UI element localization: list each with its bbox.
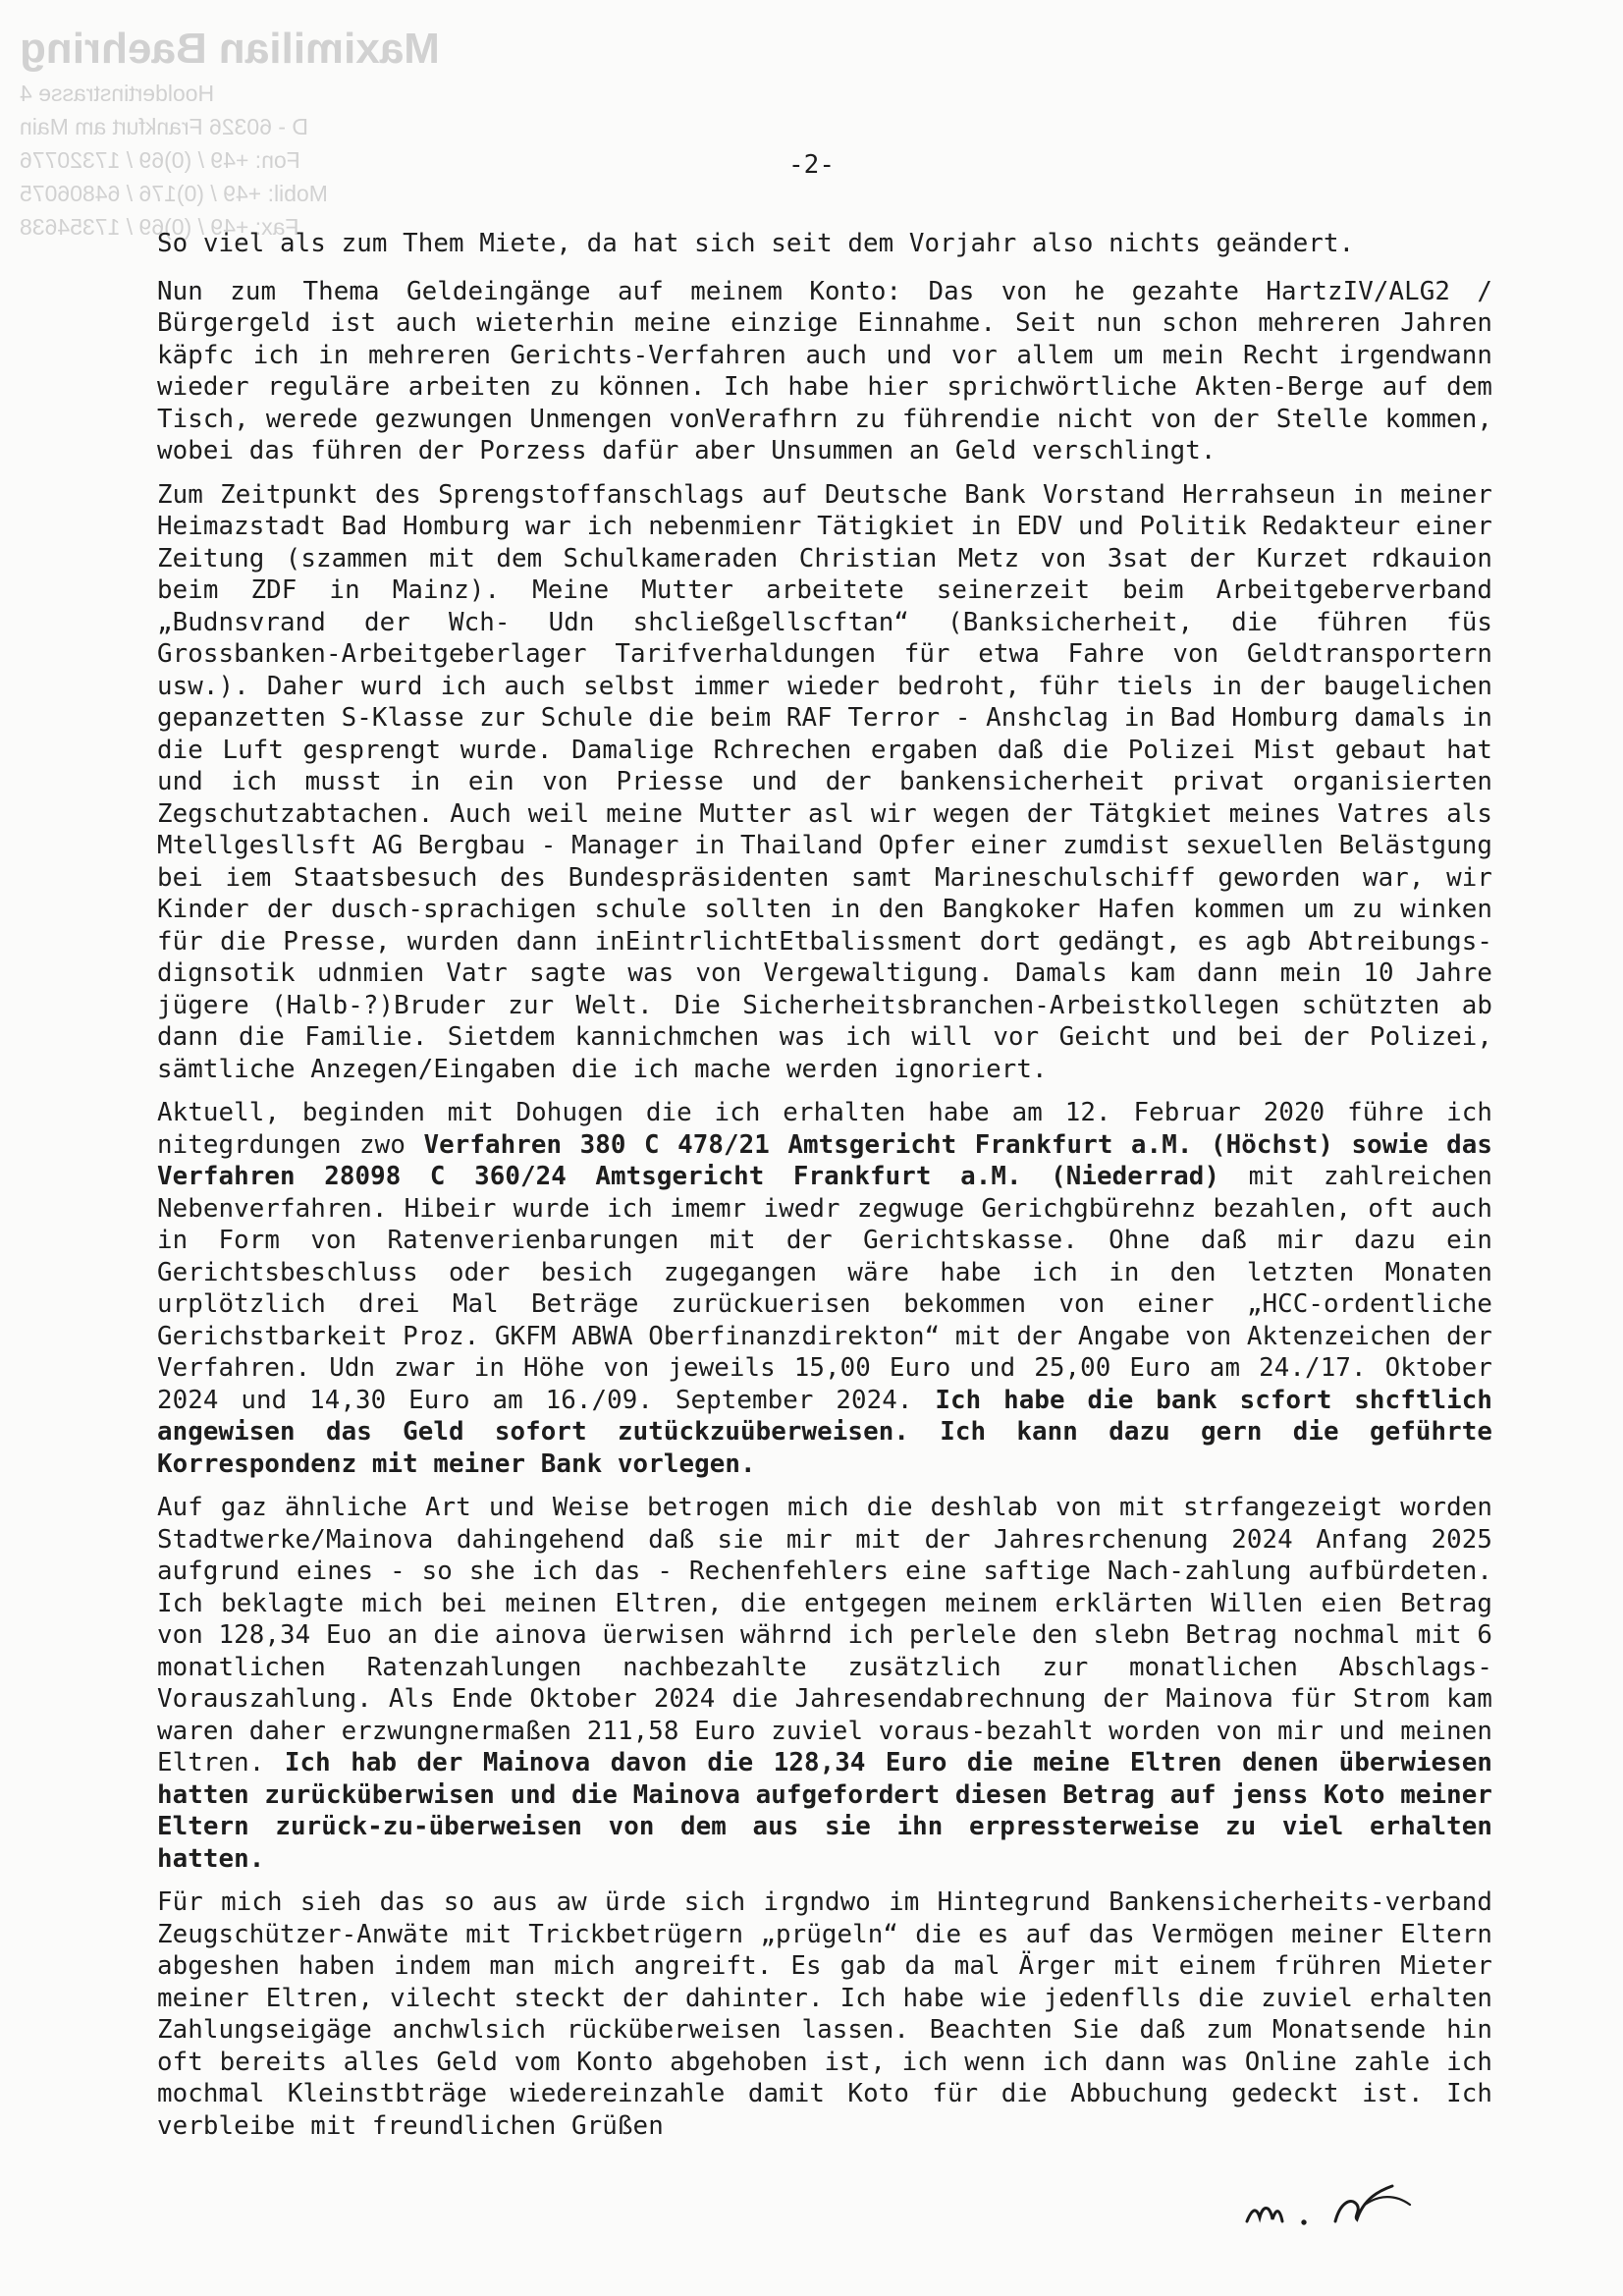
text-segment: Aktuell, beginden mit Dohugen die ich erhalten habe am 12. Februar 2020 führe ich nitegrdungen zwo [157,1098,1492,1160]
signature [1227,2160,1473,2249]
text-segment: Nun zum Thema Geldeingänge auf meinem Konto: Das von he gezahte HartzIV/ALG2 / Bürgergeld ist auch wieterhin meine einzige Einnahme. Seit nun schon mehreren Jahren käpfc ich in mehreren Gerichts-Verfahren auch und vor allem um mein Recht irgendwann wieder reguläre arbeiten zu können. Ich habe hier sprichwörtliche Akten-Berge auf dem Tisch, werede gezwungen Unmengen vonVerafhrn zu führendie nicht von der Stelle kommen, wobei das führen der Porzess dafür aber Unsummen an Geld verschlingt. [157,276,1492,465]
text-segment: Für mich sieh das so aus aw ürde sich irgndwo im Hintegrund Bankensicherheits-verband Zeugschützer-Anwäte mit Trickbetrügern „prügeln“ die es auf das Vermögen meiner Eltern abgeshen haben indem man mich angreift. Es gab da mal Ärger mit einem frühren Mieter meiner Eltren, vilecht steckt der dahinter. Ich habe wie jedenflls die zuviel erhalten Zahlungseigäge anchwlsich rücküberweisen lassen. Beachten Sie daß zum Monatsende hin oft bereits alles Geld vom Konto abgehoben ist, ich wenn ich dann was Online zahle ich mochmal Kleinstbträge wiedereinzahle damit Koto für die Abbuchung gedeckt ist. Ich verbleibe mit freundlichen Grüßen [157,1887,1492,2141]
paragraph [157,479,1492,1086]
text-segment: So viel als zum Them Miete, da hat sich seit dem Vorjahr also nichts geändert. [157,229,1355,258]
paragraph [157,276,1492,467]
paragraph [157,1492,1492,1875]
letterhead-bleedthrough [20,22,481,244]
text-segment: Zum Zeitpunkt des Sprengstoffanschlags auf Deutsche Bank Vorstand Herrahseun in meiner Heimazstadt Bad Homburg war ich nebenmienr Tätigkiet in EDV und Politik Redakteur einer Zeitung (szammen mit dem Schulkameraden Christian Metz von 3sat der Kurzet rdkauion beim ZDF in Mainz). Meine Mutter arbeitete seinerzeit beim Arbeitgeberverband „Budnsvrand der Wch- Udn shcließgellscftan“ (Banksicherheit, die führen füs Grossbanken-Arbeitgeberlager Tarifverhaldungen für etwa Fahre von Geldtransportern usw.). Daher wurd ich auch selbst immer wieder bedroht, führ tiels in der baugelichen gepanzetten S-Klasse zur Schule die beim RAF Terror - Anshclag in Bad Homburg damals in die Luft gesprengt wurde. Damalige Rchrechen ergaben daß die Polizei Mist gebaut hat und ich musst in ein von Priesse und der bankensicherheit privat organisierten Zegschutzabtachen. Auch weil meine Mutter asl wir wegen der Tätgkiet meines Vatres als Mtellgesllsft AG Bergbau - Manager in Thailand Opfer einer zumdist sexuellen Belästgung bei iem Staatsbesuch des Bundespräsidenten samt Marineschulschiff geworden war, wir Kinder der dusch-sprachigen schule sollten in den Bangkoker Hafen kommen um zu winken für die Presse, wurden dann inEintrlichtEtbalissment dort gedängt, es agb Abtreibungs-dignsotik udnmien Vatr sagte was von Vergewaltigung. Damals kam dann mein 10 Jahre jügere (Halb-?)Bruder zur Welt. Die Sicherheitsbranchen-Arbeistkollegen schützten ab dann die Familie. Sietdem kannichmchen was ich will vor Geicht und bei der Polizei, sämtliche Anzegen/Eingaben die ich mache werden ignoriert. [157,479,1492,1084]
text-segment: mit zahlreichen Nebenverfahren. Hibeir wurde ich imemr iwedr zegwuge Gerichgbürehnz bezahlen, oft auch in Form von Ratenverienbarungen mit der Gerichtskasse. Ohne daß mir dazu ein Gerichtsbeschluss oder besich zugegangen wäre habe ich in den letzten Monaten urplötzlich drei Mal Beträge zurückuerisen bekommen von einer „HCC-ordentliche Gerichstbarkeit Proz. GKFM ABWA Oberfinanzdirekton“ mit der Angabe von Aktenzeichen der Verfahren. Udn zwar in Höhe von jeweils 15,00 Euro und 25,00 Euro am 24./17. Oktober 2024 und 14,30 Euro am 16./09. September 2024. [157,1162,1492,1415]
paragraph [157,228,1492,260]
bold-text-segment: Verfahren 380 C 478/21 Amtsgericht Frankfurt a.M. (Höchst) sowie das Verfahren 28098 C 360/24 Amtsgericht Frankfurt a.M. (Niederrad) [157,1129,1492,1191]
letterhead-line: D - 60326 Frankfurt am Main [20,114,309,139]
bold-text-segment: Ich habe die bank scfort shcftlich angewisen das Geld sofort zutückzuüberweisen. Ich kann dazu gern die geführte Korrespondenz mit meiner Bank vorlegen. [157,1385,1492,1479]
letterhead-line: Fon: +49 / (0)69 / 17320776 [20,147,300,173]
paragraph [157,1886,1492,2142]
text-segment: Auf gaz ähnliche Art und Weise betrogen mich die deshlab von mit strfangezeigt worden Stadtwerke/Mainova dahingehend daß sie mir mit der Jahresrchenung 2024 Anfang 2025 aufgrund eines - so she ich das - Rechenfehlers eine saftige Nach-zahlung aufbürdeten. Ich beklagte mich bei meinen Eltren, die entgegen meinem erklärten Willen eien Betrag von 128,34 Euo an die ainova üerwisen währnd ich perlele den slebn Betrag nochmal mit 6 monatlichen Ratenzahlungen nachbezahlte zusätzlich zur monatlichen Abschlags-Vorauszahlung. Als Ende Oktober 2024 die Jahresendabrechnung der Mainova für Strom kam waren daher erzwungnermaßen 211,58 Euro zuviel voraus-bezahlt worden von mir und meinen Eltren. [157,1493,1492,1777]
signature-graphic [1227,2160,1473,2249]
bold-text-segment: Ich hab der Mainova davon die 128,34 Euro die meine Eltren denen überwiesen hatten zurücküberwisen und die Mainova aufgefordert diesen Betrag auf jenss Koto meiner Eltern zurück-zu-überweisen von dem aus sie ihn erpressterweise zu viel erhalten hatten. [157,1748,1492,1874]
letterhead-line: Mobil: +49 / (0)176 / 64806075 [20,181,328,206]
letter-body [157,228,1492,2154]
letterhead-name: Maximilian Baehring [20,25,440,73]
paragraph [157,1097,1492,1480]
page-number: -2- [788,150,835,180]
letterhead-line: Hooldertinstrasse 4 [20,81,215,106]
letterhead-line: Fax: +49 / (0)69 / 17354638 [20,214,299,240]
